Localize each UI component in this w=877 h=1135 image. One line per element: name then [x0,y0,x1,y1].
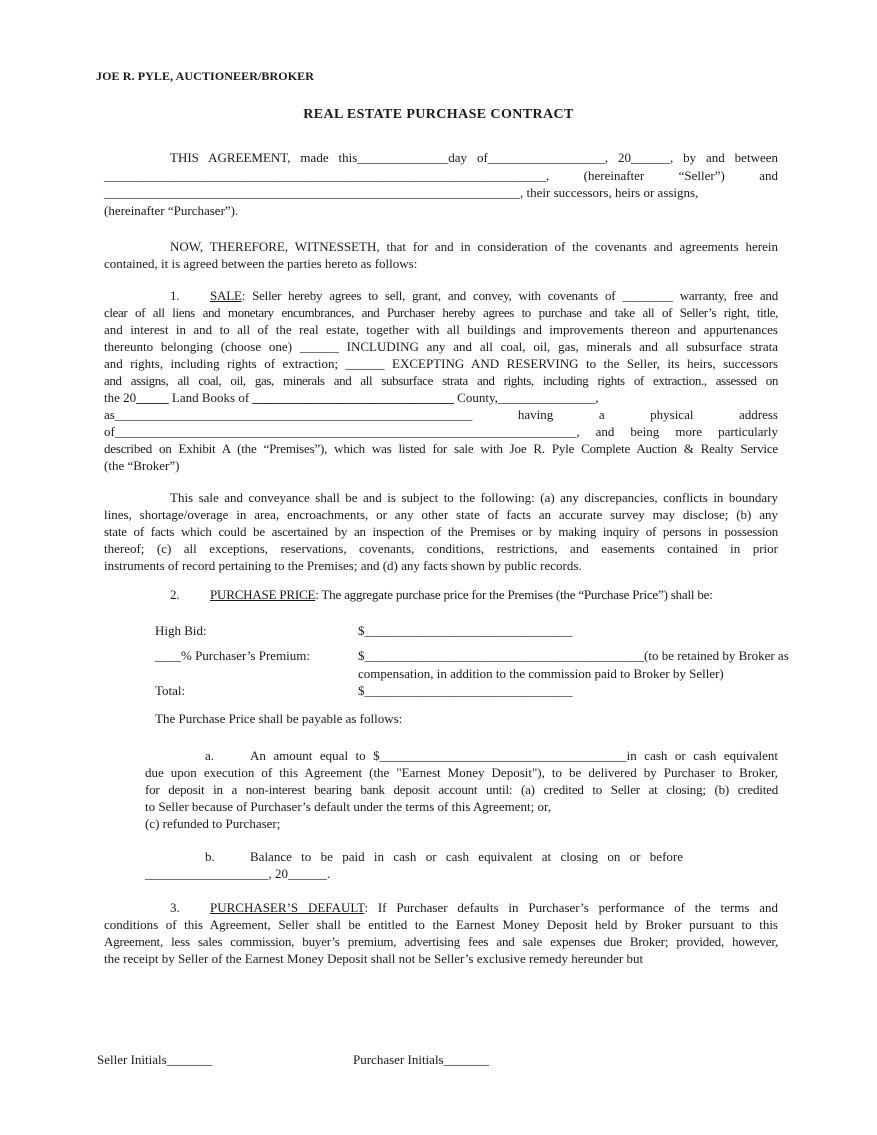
witnesseth-line: contained, it is agreed between the parties hereto as follows: [104,256,418,271]
purchasers-premium-label: ____% Purchaser’s Premium: [155,648,311,663]
default-line: Agreement, less sales commission, buyer’s premium, advertising fees and sale expenses due Broker; provided, however, [104,934,778,949]
purchaser-name-blank-line: ________________________________________________________________, their successors, heirs or assigns, [104,185,699,200]
section-number: 2. [170,587,180,602]
assessed-as-blank-line: as_______________________________________________________ having a physical address [104,407,778,422]
physical-address-blank-line: of_______________________________________________________________________, and being more particularly [104,424,778,439]
sale-heading-line [104,287,778,304]
clause-a-first-line [145,747,778,764]
sale-body-line: and assigns, all coal, oil, gas, minerals and all subsurface strata and rights, including rights of extraction., assessed on [104,373,778,388]
subject-to-paragraph [104,489,778,574]
high-bid-amount-blank: $________________________________ [358,623,573,638]
agreement-intro-paragraph [104,149,778,219]
purchase-price-table [155,622,789,699]
closing-date-blank-line: ___________________, 20______. [145,866,331,881]
hereinafter-purchaser-line: (hereinafter “Purchaser”). [104,202,239,218]
seller-name-blank-line: ____________________________________________________________________, (hereinafter “Seller”) and [104,167,778,183]
clause-a-line: for deposit in a non-interest bearing bank deposit account until: (a) credited to Seller at closing; (b) credited [145,782,778,797]
county-label: County, [453,390,498,405]
agreement-date-line: THIS AGREEMENT, made this______________day of__________________, 20______, by and between [170,150,778,165]
subject-line: instruments of record pertaining to the Premises; and (d) any facts shown by public records. [104,558,582,573]
purchaser-initials-line: Purchaser Initials_______ [353,1052,490,1067]
total-label: Total: [155,683,186,698]
premium-note-continuation: compensation, in addition to the commission paid to Broker by Seller) [358,666,724,681]
land-books-year-prefix: the 20 [104,390,137,405]
document-title: REAL ESTATE PURCHASE CONTRACT [303,107,574,122]
clause-b-first-line [145,848,683,865]
broker-header: JOE R. PYLE, AUCTIONEER/BROKER [96,69,315,83]
sale-body-line: thereunto belonging (choose one) ______ INCLUDING any and all coal, oil, gas, minerals and all subsurface strata [104,339,778,354]
seller-initials-line: Seller Initials_______ [97,1052,213,1067]
sale-body-line: clear of all liens and monetary encumbrances, and Purchaser hereby agrees to purchase and take all of Seller’s right, title, [104,305,778,320]
clause-a-line: (c) refunded to Purchaser; [145,816,281,831]
purchasers-premium-amount-blank: $___________________________________________(to be retained by Broker as [358,648,789,663]
section-1-sale [104,287,778,474]
section-3-purchasers-default [104,899,778,967]
land-books-label: Land Books of [168,390,253,405]
sale-body-line: and interest in and to all of the real estate, together with all buildings and improvements thereon and appurtenances [104,322,778,337]
section-number: 1. [170,288,180,303]
premium-note-row [155,665,778,682]
sale-body-line: described on Exhibit A (the “Premises”), which was listed for sale with Joe R. Pyle Complete Auction & Realty Service [104,441,778,456]
subject-line: lines, shortage/overage in area, encroachments, or any other state of facts an accurate survey may disclose; (b) any [104,507,778,522]
subject-line: state of facts which could be ascertained by an inspection of the Premises or by making inquiry of persons in possession [104,524,778,539]
high-bid-row [155,622,778,639]
purchasers-premium-row [155,647,789,664]
broker-definition-line: (the “Broker”) [104,458,180,473]
land-books-line [104,389,778,406]
sale-text: : Seller hereby agrees to sell, grant, and convey, with covenants of ________ warranty, free and [241,288,778,303]
total-amount-blank: $________________________________ [358,683,573,698]
default-line: the receipt by Seller of the Earnest Money Deposit shall not be Seller’s exclusive remedy hereunder but [104,951,644,966]
land-books-blank: _______________________________ [252,390,454,405]
section-heading-purchasers-default: PURCHASER’S DEFAULT [210,900,365,915]
clause-letter-b: b. [205,849,215,864]
purchase-price-text: : The aggregate purchase price for the Premises (the “Purchase Price”) shall be: [315,587,713,602]
subject-line: This sale and conveyance shall be and is subject to the following: (a) any discrepancies, conflicts in boundary [170,490,778,505]
sale-body-line: and rights, including rights of extraction; ______ EXCEPTING AND RESERVING to the Seller, its heirs, successors [104,356,778,371]
section-heading-sale: SALE [210,288,242,303]
default-text: : If Purchaser defaults in Purchaser’s performance of the terms and [364,900,778,915]
year-blank: _____ [136,390,169,405]
subject-line: thereof; (c) all exceptions, reservations, covenants, conditions, restrictions, and easements contained in prior [104,541,778,556]
default-heading-line [104,899,778,916]
clause-a-earnest-money [145,747,778,832]
section-heading-purchase-price: PURCHASE PRICE [210,587,316,602]
county-blank: _______________ [497,390,596,405]
earnest-amount-blank-text: An amount equal to $______________________________________in cash or cash equivalent [250,748,778,763]
witnesseth-paragraph [104,238,778,272]
payable-intro-line: The Purchase Price shall be payable as follows: [155,711,403,726]
high-bid-label: High Bid: [155,623,207,638]
section-number: 3. [170,900,180,915]
section-2-purchase-price [104,586,778,603]
witnesseth-line: NOW, THEREFORE, WITNESSETH, that for and in consideration of the covenants and agreements herein [170,239,778,254]
total-row [155,682,778,699]
clause-a-line: to Seller because of Purchaser’s default under the terms of this Agreement; or, [145,799,552,814]
trailing-comma: , [595,390,599,405]
balance-text: Balance to be paid in cash or cash equivalent at closing on or before [250,849,683,864]
default-line: conditions of this Agreement, Seller shall be entitled to the Earnest Money Deposit held by Broker pursuant to this [104,917,778,932]
clause-b-balance [145,848,778,882]
purchase-price-heading-line [104,586,778,603]
clause-letter-a: a. [205,748,215,763]
clause-a-line: due upon execution of this Agreement (the "Earnest Money Deposit"), to be delivered by Purchaser to Broker, [145,765,778,780]
